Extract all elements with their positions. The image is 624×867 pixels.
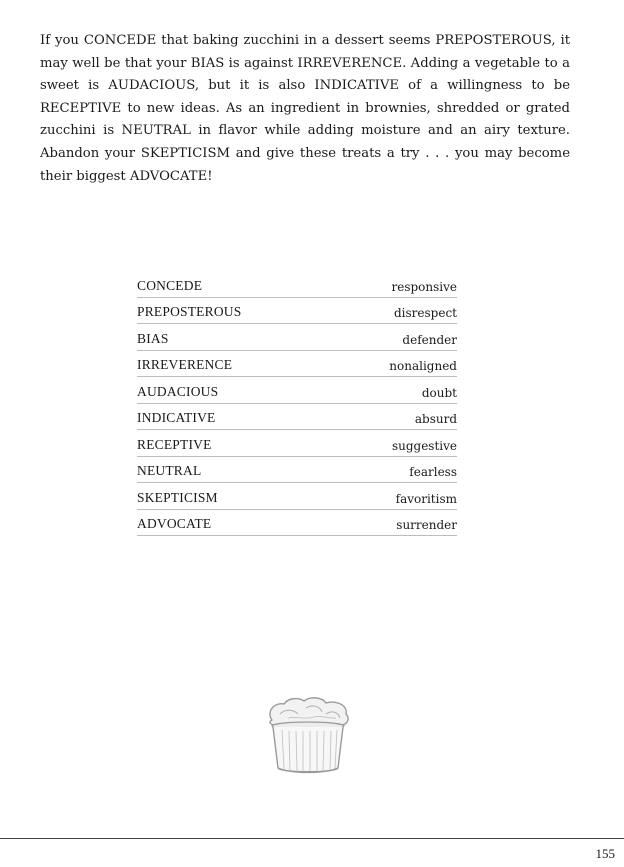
intro-paragraph: If you CONCEDE that baking zucchini in a dessert seems PREPOSTEROUS, it may well be that your BIAS is against IRREVERENCE. Adding a vegetable to a sweet is AUDACIOUS, but it is also INDICATIVE of a willingness to be RECEPTIVE to new ideas. As an ingredient in brownies, shredded or grated zucchini is NEUTRAL in flavor while adding moisture and an airy texture. Abandon your SKEPTICISM and give these treats a try . . . you may become their biggest ADVOCATE! <box>40 33 570 184</box>
vocab-word: RECEPTIVE <box>137 436 212 452</box>
table-row <box>137 352 457 378</box>
vocab-word: INDICATIVE <box>137 410 216 425</box>
vocab-definition: defender <box>402 332 457 347</box>
vocab-definition: favoritism <box>395 491 457 506</box>
table-row <box>137 458 457 484</box>
matching-table <box>137 272 457 536</box>
table-row <box>137 405 457 431</box>
table-row <box>137 511 457 537</box>
vocab-word: CONCEDE <box>137 277 203 293</box>
vocab-word: SKEPTICISM <box>137 489 218 505</box>
vocab-definition: absurd <box>414 412 457 426</box>
table-row <box>137 431 457 457</box>
vocab-definition: fearless <box>409 465 457 479</box>
table-row <box>137 378 457 404</box>
vocab-definition: disrespect <box>394 306 457 320</box>
table-row <box>137 325 457 351</box>
vocab-definition: surrender <box>396 518 457 532</box>
table-row <box>137 484 457 510</box>
vocab-word: AUDACIOUS <box>137 383 219 399</box>
muffin-icon <box>262 694 354 778</box>
vocab-word: IRREVERENCE <box>137 357 233 372</box>
table-row <box>137 272 457 298</box>
vocab-definition: responsive <box>391 279 457 294</box>
vocab-word: ADVOCATE <box>137 516 212 531</box>
vocab-word: BIAS <box>137 330 169 346</box>
footer-divider <box>0 838 624 839</box>
vocab-word: NEUTRAL <box>137 463 202 478</box>
vocab-word: PREPOSTEROUS <box>137 304 242 319</box>
table-row <box>137 299 457 325</box>
vocab-definition: suggestive <box>391 438 457 453</box>
vocab-definition: nonaligned <box>389 359 457 373</box>
page-number: 155 <box>595 846 615 861</box>
vocab-definition: doubt <box>421 385 457 400</box>
